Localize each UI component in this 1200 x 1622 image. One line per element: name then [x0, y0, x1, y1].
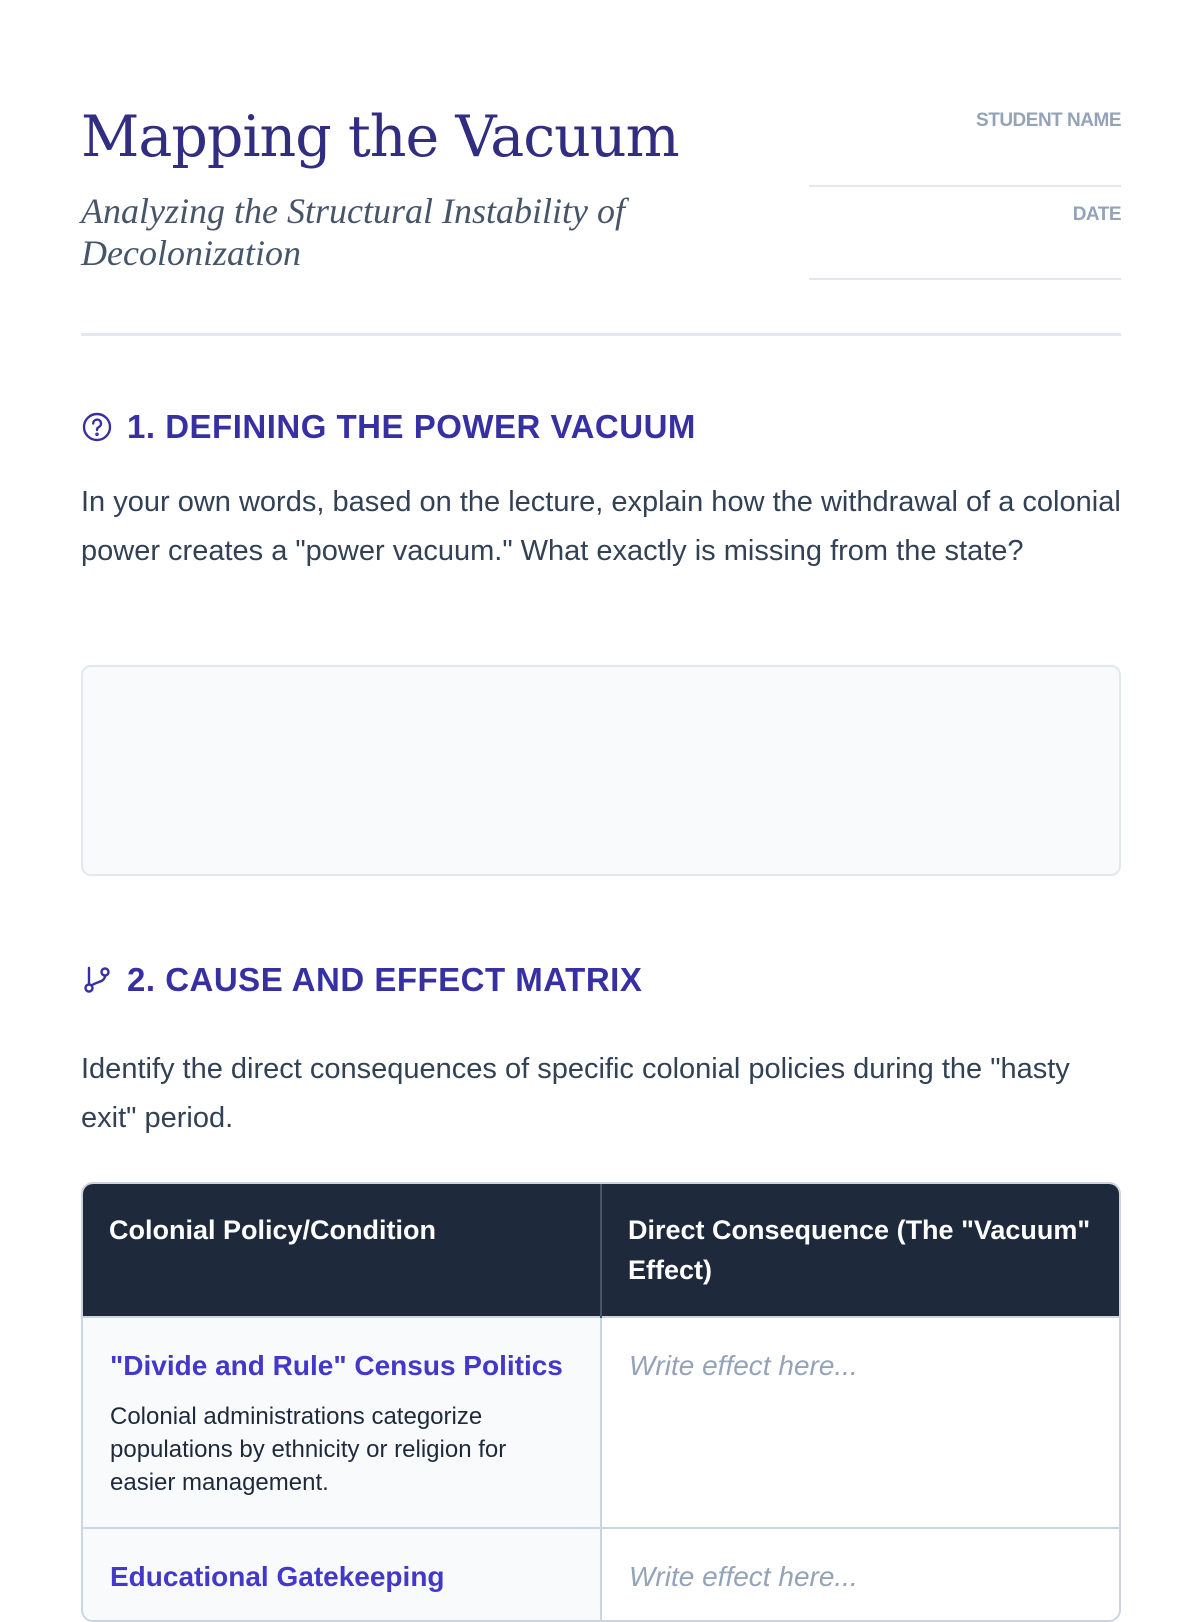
section-2-title: 2. CAUSE AND EFFECT MATRIX: [127, 961, 643, 998]
page-title: Mapping the Vacuum: [81, 104, 679, 170]
policy-cell: [83, 1317, 601, 1528]
table-header-row: [83, 1184, 1119, 1317]
section-1-title: 1. DEFINING THE POWER VACUUM: [127, 408, 696, 445]
column-header-policy: Colonial Policy/Condition: [83, 1184, 601, 1317]
column-header-consequence: Direct Consequence (The "Vacuum" Effect): [601, 1184, 1119, 1317]
effect-input-cell[interactable]: [601, 1528, 1119, 1622]
section-1-heading: [81, 408, 696, 446]
effect-input-cell[interactable]: [601, 1317, 1119, 1528]
question-circle-icon: [81, 411, 113, 443]
student-name-label: STUDENT NAME: [976, 110, 1121, 131]
git-branch-icon: [81, 964, 113, 996]
table-row: [83, 1528, 1119, 1622]
date-label: DATE: [1072, 204, 1121, 225]
page-subtitle: Analyzing the Structural Instability of Decolonization: [81, 191, 625, 273]
power-vacuum-answer-field[interactable]: [81, 665, 1121, 876]
effect-placeholder: Write effect here...: [629, 1350, 858, 1381]
section-1-prompt: In your own words, based on the lecture, explain how the withdrawal of a colonial power creates a "power vacuum." What exactly is missing from the state?: [81, 486, 1121, 567]
policy-description: Colonial administrations categorize populations by ethnicity or religion for easier management.: [110, 1403, 507, 1496]
policy-title: "Divide and Rule" Census Politics: [110, 1350, 563, 1381]
section-2-prompt: Identify the direct consequences of specific colonial policies during the "hasty exit" period.: [81, 1053, 1070, 1134]
table-row: [83, 1317, 1119, 1528]
policy-title: Educational Gatekeeping: [110, 1561, 445, 1592]
cause-effect-table: [81, 1182, 1121, 1622]
student-name-field[interactable]: [809, 185, 1121, 187]
effect-placeholder: Write effect here...: [629, 1561, 858, 1592]
date-field[interactable]: [809, 278, 1121, 280]
worksheet-header: [81, 0, 1121, 336]
section-2-heading: [81, 961, 642, 999]
policy-cell: [83, 1528, 601, 1622]
